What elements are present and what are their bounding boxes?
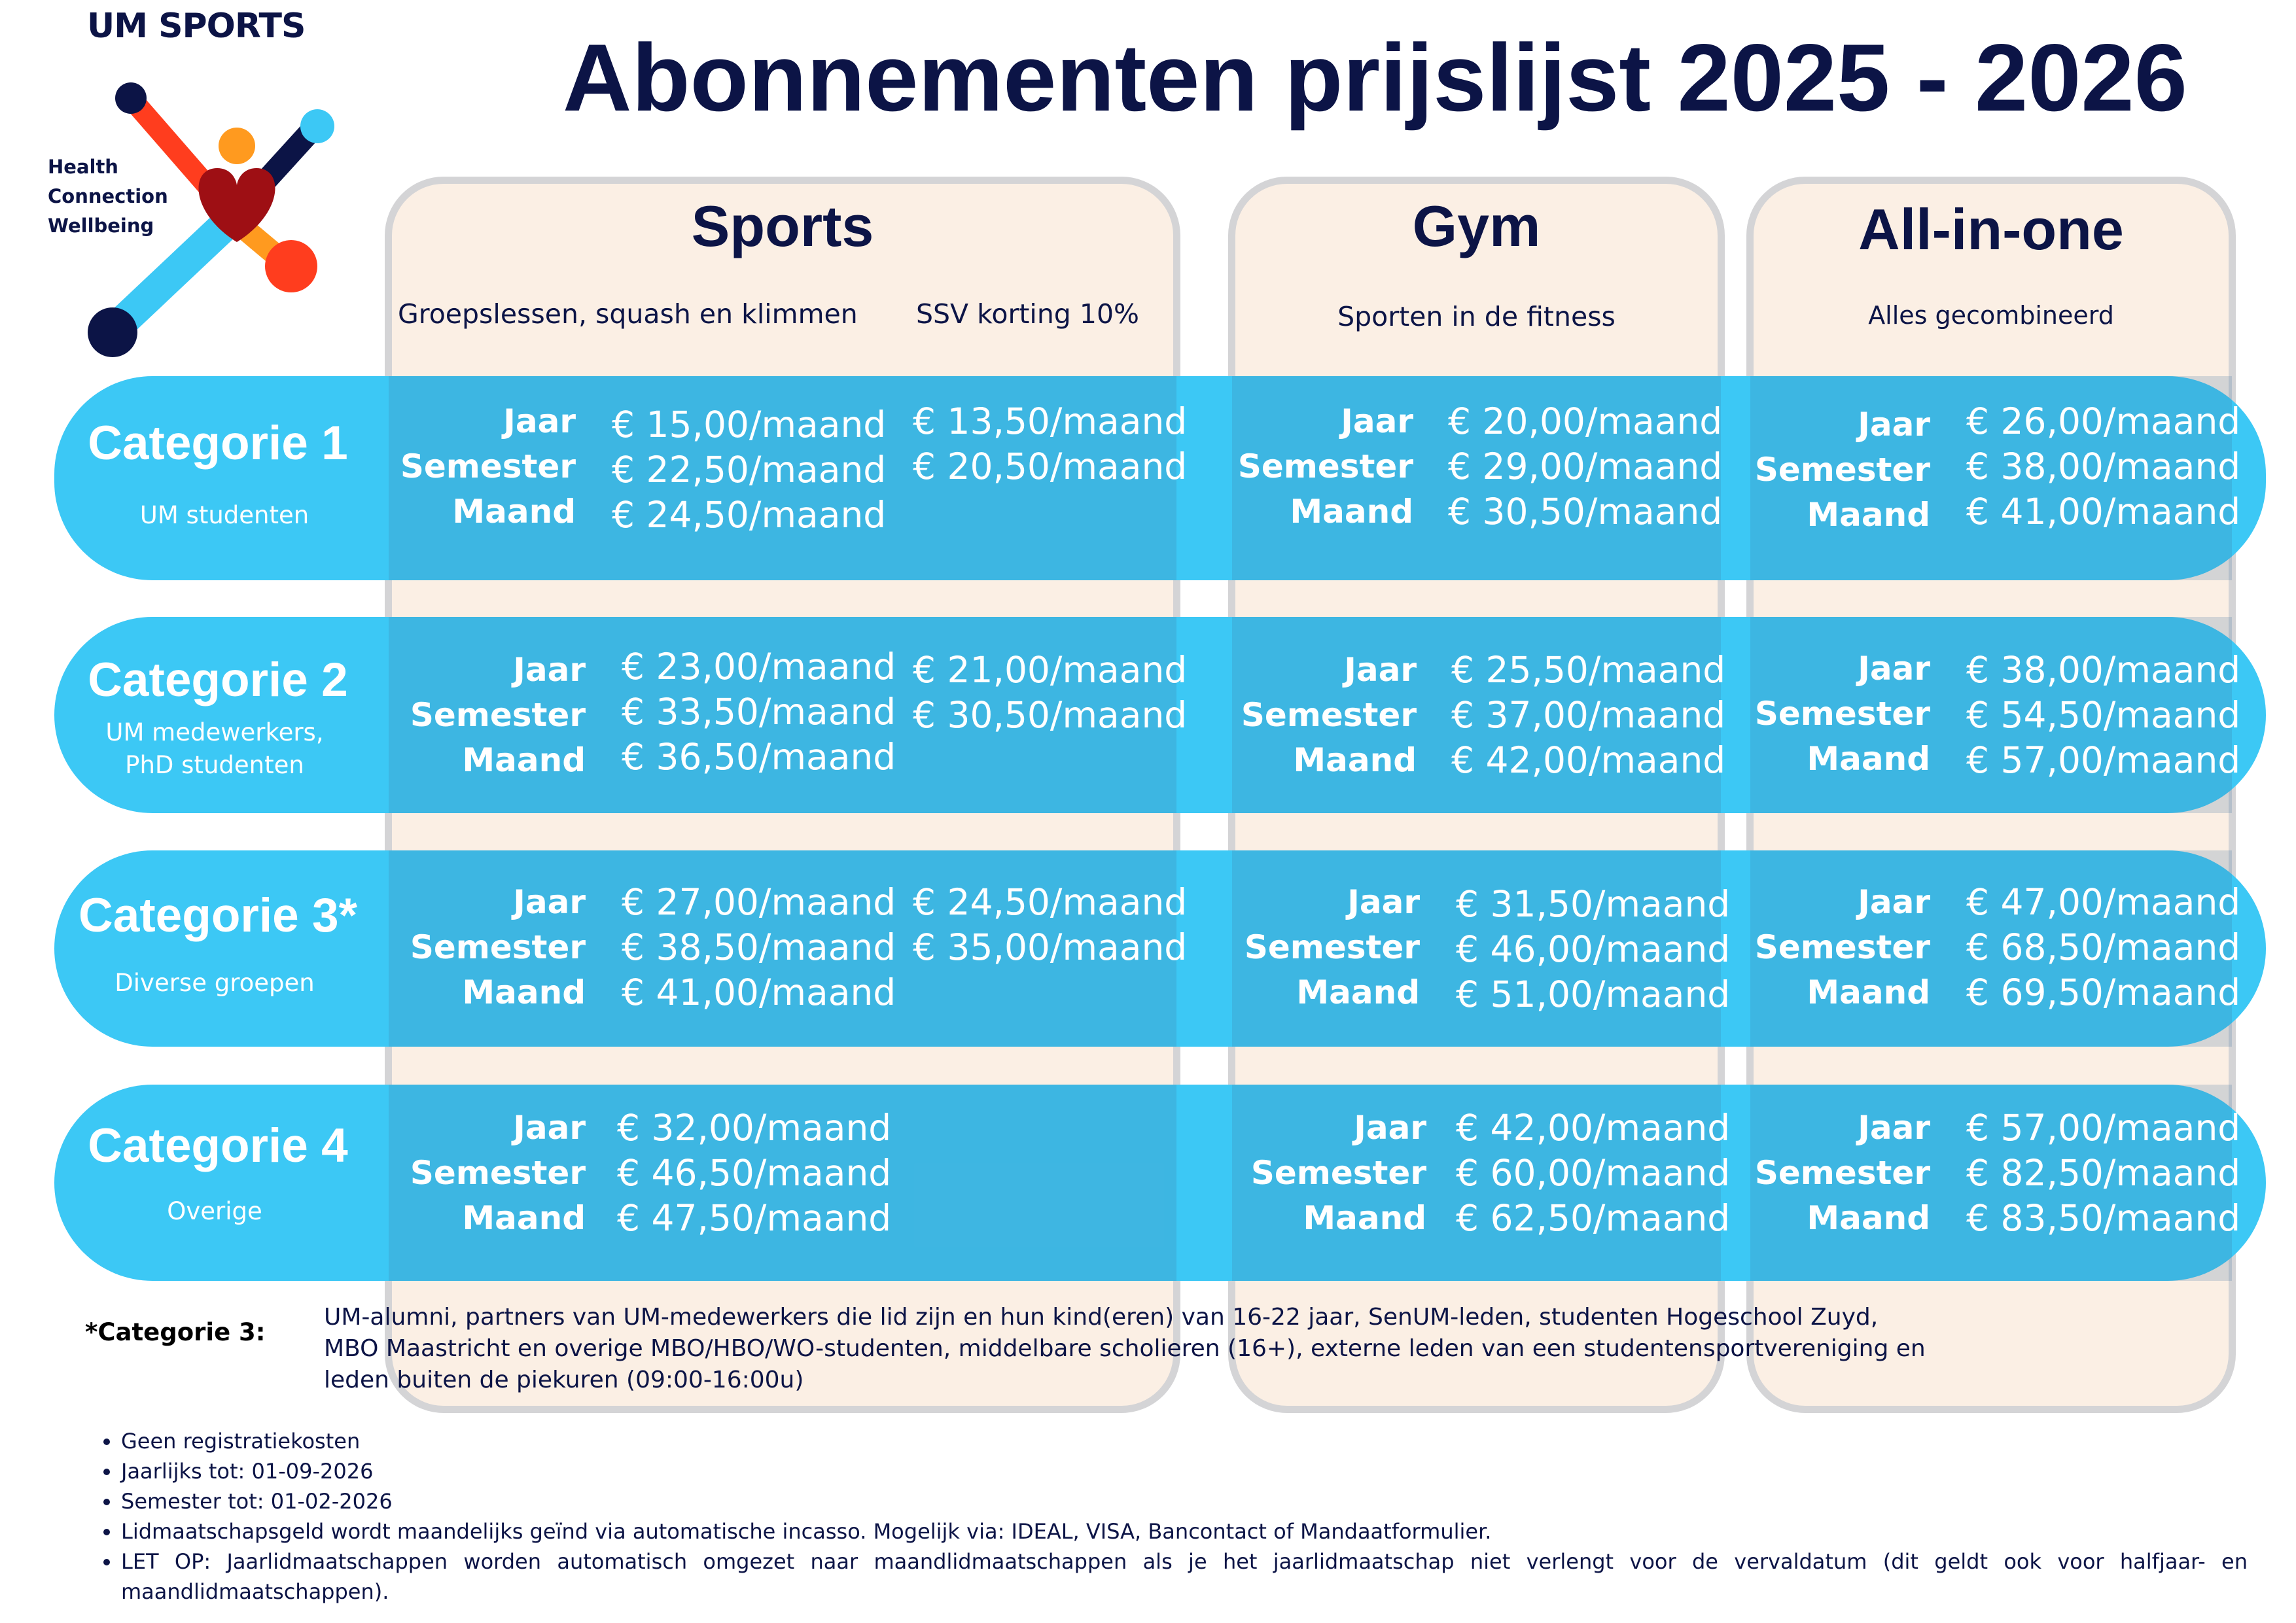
category-4-title: Categorie 4	[88, 1119, 348, 1172]
category-3-gym-prices	[1456, 882, 1730, 1017]
price-jaar: € 57,00/maand	[1966, 1107, 2241, 1149]
category-3-ssv-prices	[913, 880, 1187, 970]
price-jaar-ssv: € 21,00/maand	[913, 649, 1188, 691]
page-title: Abonnementen prijslijst 2025 - 2026	[563, 24, 2187, 131]
price-semester: € 82,50/maand	[1966, 1152, 2241, 1194]
price-maand: € 51,00/maand	[1456, 973, 1731, 1015]
price-jaar: € 26,00/maand	[1966, 400, 2241, 442]
category-1-gym-labels	[1204, 399, 1413, 534]
footnote-label: *Categorie 3:	[85, 1318, 266, 1346]
bullet-item: • Semester tot: 01-02-2026	[121, 1486, 2248, 1516]
label-jaar: Jaar	[513, 651, 586, 689]
footnote-text	[324, 1302, 1926, 1396]
label-jaar: Jaar	[513, 883, 586, 921]
all-in-one-subtitle: Alles gecombineerd	[1868, 301, 2114, 330]
label-jaar: Jaar	[513, 1109, 586, 1147]
label-jaar: Jaar	[1341, 402, 1413, 440]
price-jaar: € 47,00/maand	[1966, 881, 2241, 923]
label-semester: Semester	[1241, 696, 1417, 734]
price-semester-ssv: € 20,50/maand	[913, 445, 1188, 487]
category-1-subtitle-line: UM studenten	[139, 501, 309, 529]
price-jaar: € 38,00/maand	[1966, 649, 2241, 691]
category-3-title: Categorie 3*	[79, 889, 357, 942]
label-semester: Semester	[1754, 695, 1930, 733]
label-jaar: Jaar	[1858, 1109, 1930, 1147]
label-maand: Maand	[1293, 741, 1417, 779]
price-maand: € 24,50/maand	[612, 494, 887, 536]
price-jaar: € 42,00/maand	[1456, 1107, 1731, 1149]
label-jaar: Jaar	[503, 402, 576, 440]
price-semester-ssv: € 30,50/maand	[913, 694, 1188, 736]
ssv-discount-subtitle: SSV korting 10%	[916, 298, 1139, 330]
price-semester: € 22,50/maand	[612, 449, 887, 491]
price-jaar: € 31,50/maand	[1456, 883, 1731, 925]
label-maand: Maand	[462, 741, 586, 779]
logo-navy-dot-top	[115, 82, 147, 114]
category-1-sports-prices	[612, 402, 886, 538]
category-4-gym-prices	[1456, 1106, 1730, 1241]
price-semester: € 68,50/maand	[1966, 926, 2241, 968]
label-maand: Maand	[1290, 493, 1413, 531]
label-maand: Maand	[462, 973, 586, 1011]
category-1-sports-labels	[366, 399, 576, 534]
price-semester-ssv: € 35,00/maand	[913, 926, 1188, 968]
category-3-all-in-one-labels	[1721, 880, 1930, 1015]
category-1-ssv-prices	[913, 399, 1187, 489]
label-maand: Maand	[1807, 496, 1930, 534]
label-maand: Maand	[462, 1199, 586, 1237]
price-jaar-ssv: € 13,50/maand	[913, 400, 1188, 442]
column-title-gym: Gym	[1412, 194, 1541, 258]
category-3-sports-prices	[622, 880, 896, 1015]
category-4-gym-labels	[1217, 1106, 1426, 1241]
category-2-subtitle	[54, 716, 375, 782]
price-semester: € 29,00/maand	[1448, 445, 1723, 487]
column-title-all-in-one: All-in-one	[1858, 197, 2124, 262]
category-3-all-in-one-prices	[1966, 880, 2240, 1015]
price-maand: € 42,00/maand	[1451, 739, 1726, 781]
label-maand: Maand	[1807, 740, 1930, 778]
footnote-line: UM-alumni, partners van UM-medewerkers die lid zijn en hun kind(eren) van 16-22 jaar, SenUM-leden, studenten Hogeschool Zuyd,	[324, 1304, 1879, 1331]
label-maand: Maand	[1296, 973, 1420, 1011]
tagline-wellbeing: Wellbeing	[48, 215, 154, 237]
footnote-line: MBO Maastricht en overige MBO/HBO/WO-studenten, middelbare scholieren (16+), externe leden van een studentensportvereniging en	[324, 1335, 1926, 1362]
label-semester: Semester	[1754, 451, 1930, 489]
logo-orange-head	[219, 128, 255, 164]
price-maand: € 69,50/maand	[1966, 971, 2241, 1013]
category-2-ssv-prices	[913, 648, 1187, 738]
category-2-all-in-one-prices	[1966, 648, 2240, 783]
price-semester: € 37,00/maand	[1451, 694, 1726, 736]
category-2-all-in-one-labels	[1721, 646, 1930, 782]
price-jaar: € 25,50/maand	[1451, 649, 1726, 691]
price-maand: € 62,50/maand	[1456, 1197, 1731, 1239]
price-jaar-ssv: € 24,50/maand	[913, 881, 1188, 923]
label-maand: Maand	[1807, 1199, 1930, 1237]
category-2-sports-labels	[376, 648, 586, 783]
label-semester: Semester	[1754, 928, 1930, 966]
price-semester: € 54,50/maand	[1966, 694, 2241, 736]
price-maand: € 83,50/maand	[1966, 1197, 2241, 1239]
label-jaar: Jaar	[1858, 650, 1930, 688]
category-2-subtitle-line: UM medewerkers,	[105, 718, 324, 746]
label-semester: Semester	[410, 928, 586, 966]
label-maand: Maand	[1303, 1199, 1426, 1237]
category-1-all-in-one-prices	[1966, 399, 2240, 534]
bullet-item: • Jaarlijks tot: 01-09-2026	[121, 1456, 2248, 1486]
brand-name: UM SPORTS	[87, 7, 306, 46]
price-semester: € 46,50/maand	[617, 1152, 892, 1194]
label-jaar: Jaar	[1858, 883, 1930, 921]
sports-subtitle: Groepslessen, squash en klimmen	[398, 298, 858, 330]
price-jaar: € 27,00/maand	[622, 881, 896, 923]
category-1-subtitle	[54, 499, 395, 532]
price-semester: € 60,00/maand	[1456, 1152, 1731, 1194]
category-3-subtitle	[54, 967, 375, 1000]
price-semester: € 38,00/maand	[1966, 445, 2241, 487]
price-jaar: € 15,00/maand	[612, 404, 887, 445]
logo-red-dot	[265, 240, 317, 292]
price-jaar: € 23,00/maand	[622, 646, 896, 688]
bullet-item: • Geen registratiekosten	[121, 1426, 2248, 1456]
logo-navy-dot-bottom	[88, 307, 137, 357]
category-3-gym-labels	[1210, 880, 1420, 1015]
label-semester: Semester	[410, 1154, 586, 1192]
price-jaar: € 32,00/maand	[617, 1107, 892, 1149]
bullet-item: • LET OP: Jaarlidmaatschappen worden automatisch omgezet naar maandlidmaatschappen als je het jaarlidmaatschap niet verlengt voor de vervaldatum (dit geldt ook voor halfjaar- en maandlidmaatschappen).	[121, 1546, 2248, 1607]
price-maand: € 57,00/maand	[1966, 739, 2241, 781]
category-2-title: Categorie 2	[88, 654, 348, 707]
price-semester: € 38,50/maand	[622, 926, 896, 968]
label-maand: Maand	[452, 493, 576, 531]
category-4-all-in-one-prices	[1966, 1106, 2240, 1241]
category-4-sports-labels	[376, 1106, 586, 1241]
gym-subtitle: Sporten in de fitness	[1337, 301, 1616, 332]
label-semester: Semester	[1244, 928, 1420, 966]
label-jaar: Jaar	[1344, 651, 1417, 689]
price-jaar: € 20,00/maand	[1448, 400, 1723, 442]
label-semester: Semester	[400, 447, 576, 485]
category-1-gym-prices	[1448, 399, 1722, 534]
label-jaar: Jaar	[1858, 406, 1930, 444]
price-maand: € 41,00/maand	[1966, 491, 2241, 532]
price-semester: € 46,00/maand	[1456, 928, 1731, 970]
bullet-item: • Lidmaatschapsgeld wordt maandelijks geïnd via automatische incasso. Mogelijk via: IDEAL, VISA, Bancontact of Mandaatformulier.	[121, 1516, 2248, 1546]
tagline-connection: Connection	[48, 185, 168, 207]
category-1-all-in-one-labels	[1721, 402, 1930, 538]
category-2-gym-labels	[1207, 648, 1417, 783]
column-title-sports: Sports	[691, 194, 874, 258]
price-maand: € 36,50/maand	[622, 736, 896, 778]
category-3-sports-labels	[376, 880, 586, 1015]
category-4-subtitle-line: Overige	[167, 1197, 262, 1225]
category-4-subtitle	[54, 1195, 375, 1228]
label-semester: Semester	[1754, 1154, 1930, 1192]
price-semester: € 33,50/maand	[622, 691, 896, 733]
category-1-title: Categorie 1	[88, 417, 348, 470]
price-maand: € 30,50/maand	[1448, 491, 1723, 532]
label-maand: Maand	[1807, 973, 1930, 1011]
info-bullet-list	[92, 1426, 2248, 1607]
label-jaar: Jaar	[1354, 1109, 1426, 1147]
footnote-line: leden buiten de piekuren (09:00-16:00u)	[324, 1367, 804, 1393]
label-semester: Semester	[410, 696, 586, 734]
label-semester: Semester	[1237, 447, 1413, 485]
category-4-all-in-one-labels	[1721, 1106, 1930, 1241]
label-semester: Semester	[1250, 1154, 1426, 1192]
category-4-sports-prices	[617, 1106, 891, 1241]
price-maand: € 47,50/maand	[617, 1197, 892, 1239]
category-3-subtitle-line: Diverse groepen	[115, 969, 315, 997]
category-2-sports-prices	[622, 644, 896, 780]
category-2-subtitle-line: PhD studenten	[125, 751, 304, 779]
logo-cyan-dot	[300, 109, 334, 143]
tagline-health: Health	[48, 156, 118, 178]
label-jaar: Jaar	[1347, 883, 1420, 921]
price-maand: € 41,00/maand	[622, 971, 896, 1013]
category-2-gym-prices	[1451, 648, 1725, 783]
